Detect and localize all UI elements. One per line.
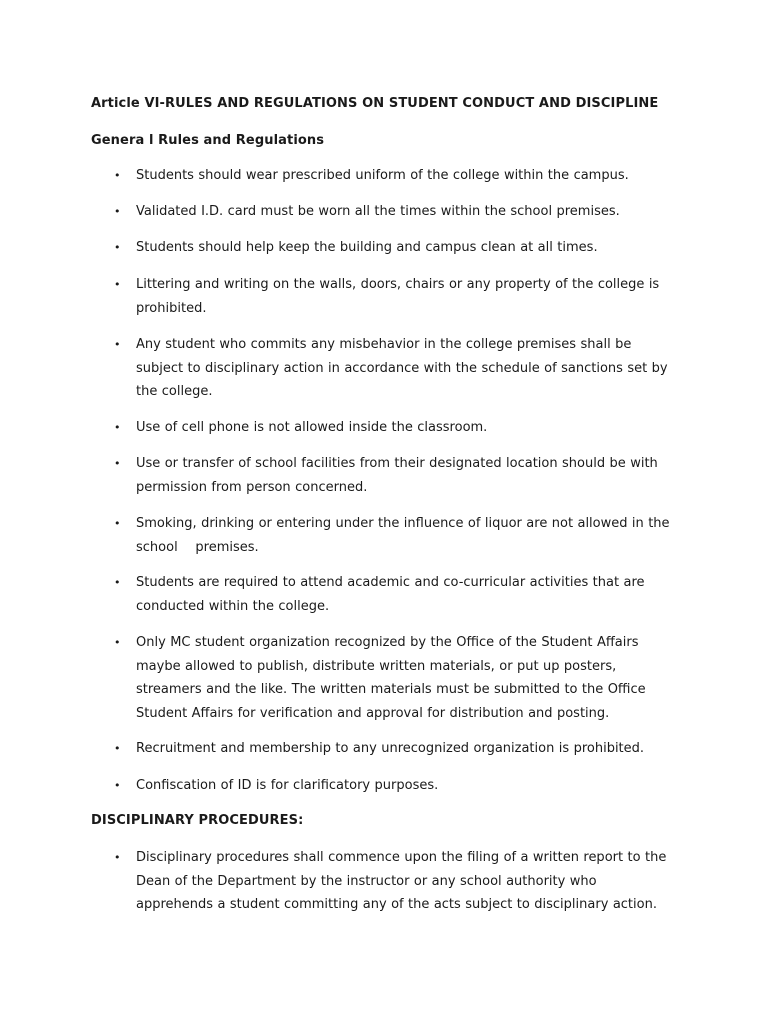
rule-text: Validated I.D. card must be worn all the times within the school premises. bbox=[136, 204, 620, 219]
rule-text: Use or transfer of school facilities from their designated location should be with permission from person concerned. bbox=[136, 456, 658, 495]
rule-item-6 bbox=[114, 416, 674, 440]
rule-item-11 bbox=[114, 737, 674, 761]
bullet: • bbox=[114, 779, 121, 792]
rule-text: Confiscation of ID is for clarificatory purposes. bbox=[136, 778, 439, 793]
bullet: • bbox=[114, 205, 121, 218]
rule-text: Only MC student organization recognized by the Office of the Student Affairs maybe allowed to publish, distribute written materials, or put up posters, streamers and the like. The written materials must be submitted to the Office Student Affairs for verification and approval for distribution and posting. bbox=[136, 635, 646, 721]
rule-text: Recruitment and membership to any unrecognized organization is prohibited. bbox=[136, 741, 645, 756]
bullet: • bbox=[114, 517, 121, 530]
bullet: • bbox=[114, 576, 121, 589]
rule-item-3 bbox=[114, 236, 674, 260]
rule-text: Smoking, drinking or entering under the influence of liquor are not allowed in the school premises. bbox=[136, 516, 674, 555]
rule-item-12 bbox=[114, 774, 674, 798]
procedure-text: Disciplinary procedures shall commence upon the filing of a written report to the Dean of the Department by the instructor or any school authority who apprehends a student committing any of the acts subject to disciplinary action. bbox=[136, 850, 667, 912]
rule-text: Students should help keep the building and campus clean at all times. bbox=[136, 240, 598, 255]
rule-item-9 bbox=[114, 571, 674, 618]
rule-item-7 bbox=[114, 452, 674, 499]
rule-item-2 bbox=[114, 200, 674, 224]
bullet: • bbox=[114, 278, 121, 291]
rule-item-8 bbox=[114, 512, 674, 559]
bullet: • bbox=[114, 241, 121, 254]
bullet: • bbox=[114, 457, 121, 470]
rule-text: Use of cell phone is not allowed inside the classroom. bbox=[136, 420, 488, 435]
rule-item-4 bbox=[114, 273, 674, 320]
procedure-item-1 bbox=[114, 846, 674, 917]
disciplinary-procedures-heading: DISCIPLINARY PROCEDURES: bbox=[91, 813, 304, 828]
rule-text: Any student who commits any misbehavior in the college premises shall be subject to disciplinary action in accordance with the schedule of sanctions set by the college. bbox=[136, 337, 668, 399]
rule-item-1 bbox=[114, 164, 674, 188]
bullet: • bbox=[114, 421, 121, 434]
rule-text: Students are required to attend academic and co-curricular activities that are conducted within the college. bbox=[136, 575, 645, 614]
bullet: • bbox=[114, 636, 121, 649]
bullet: • bbox=[114, 338, 121, 351]
bullet: • bbox=[114, 169, 121, 182]
rule-item-5 bbox=[114, 333, 674, 404]
general-rules-heading: Genera l Rules and Regulations bbox=[91, 133, 325, 148]
rule-item-10 bbox=[114, 631, 674, 725]
bullet: • bbox=[114, 851, 121, 864]
rule-text: Students should wear prescribed uniform of the college within the campus. bbox=[136, 168, 629, 183]
bullet: • bbox=[114, 742, 121, 755]
article-title: Article VI-RULES AND REGULATIONS ON STUDENT CONDUCT AND DISCIPLINE bbox=[91, 96, 659, 111]
rule-text: Littering and writing on the walls, doors, chairs or any property of the college is prohibited. bbox=[136, 277, 660, 316]
